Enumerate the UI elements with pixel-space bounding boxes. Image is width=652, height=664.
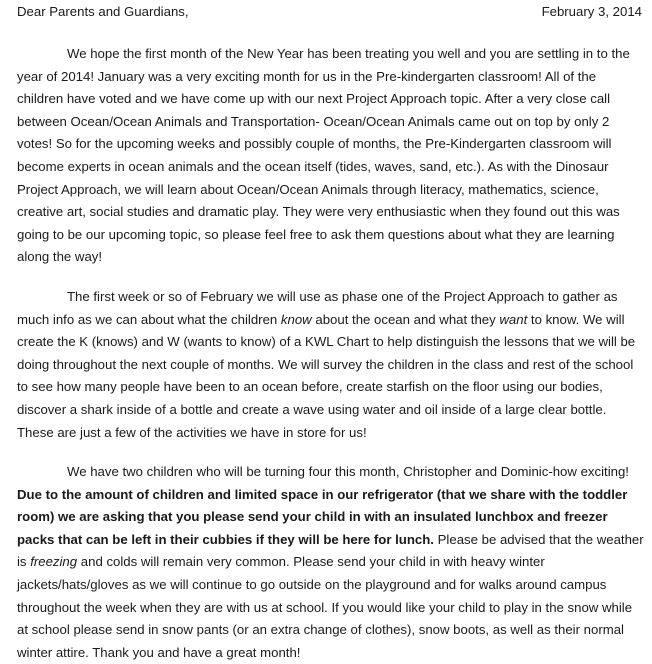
- emphasis-know: know: [280, 311, 312, 327]
- paragraph-1: We hope the first month of the New Year has been treating you well and you are settling in to the year of 2014! January was a very exciting month for us in the Pre-kindergarten classroom! All of the children have voted and we have come up with our next Project Approach topic. After a very close call between Ocean/Ocean Animals and Transportation- Ocean/Ocean Animals came out on top by only 2 votes! So for the upcoming weeks and possibly couple of months, the Pre-Kindergarten classroom will become experts in ocean animals and the ocean itself (tides, waves, sand, etc.). As with the Dinosaur Project Approach, we will learn about Ocean/Ocean Animals through literacy, mathematics, science, creative art, social studies and dramatic play. They were very enthusiastic when they found out this was going to be our upcoming topic, so please feel free to ask them questions about what they are learning along the way!: [17, 46, 630, 265]
- paragraph-2: [17, 286, 645, 444]
- lunchbox-notice: Due to the amount of children and limited space in our refrigerator (that we share with the toddler room) we are asking that you please send your child in with an insulated lunchbox and freezer packs that can be left in their cubbies if they will be here for lunch.: [17, 486, 628, 547]
- salutation: Dear Parents and Guardians,: [17, 4, 189, 19]
- paragraph-2-part-b: about the ocean and what they: [311, 311, 500, 327]
- letter-header: [17, 1, 645, 24]
- paragraph-3-part-a: We have two children who will be turning four this month, Christopher and Dominic-how exciting!: [67, 464, 629, 480]
- letter-date: February 3, 2014: [541, 4, 642, 19]
- paragraph-3-part-b: Please be advised that the weather is: [17, 531, 644, 570]
- paragraph-3: [17, 461, 645, 664]
- emphasis-want: want: [499, 311, 528, 327]
- paragraph-2-part-a: The first week or so of February we will use as phase one of the Project Approach to gather as much info as we can about what the children: [17, 288, 618, 327]
- paragraph-3-part-c: and colds will remain very common. Please send your child in with heavy winter jackets/hats/gloves as we will continue to go outside on the playground and for walks around campus throughout the week when they are with us at school. If you would like your child to play in the snow while at school please send in snow pants (or an extra change of clothes), snow boots, as well as their normal winter attire. Thank you and have a great month!: [17, 554, 633, 660]
- paragraph-2-part-c: to know. We will create the K (knows) and W (wants to know) of a KWL Chart to help distinguish the lessons that we will be doing throughout the next couple of months. We will survey the children in the class and rest of the school to see how many people have been to an ocean before, create starfish on the floor using our bodies, discover a shark inside of a bottle and create a wave using water and oil inside of a large clear bottle. These are just a few of the activities we have in store for us!: [17, 311, 636, 440]
- emphasis-freezing: freezing: [30, 554, 78, 570]
- letter: [17, 1, 645, 664]
